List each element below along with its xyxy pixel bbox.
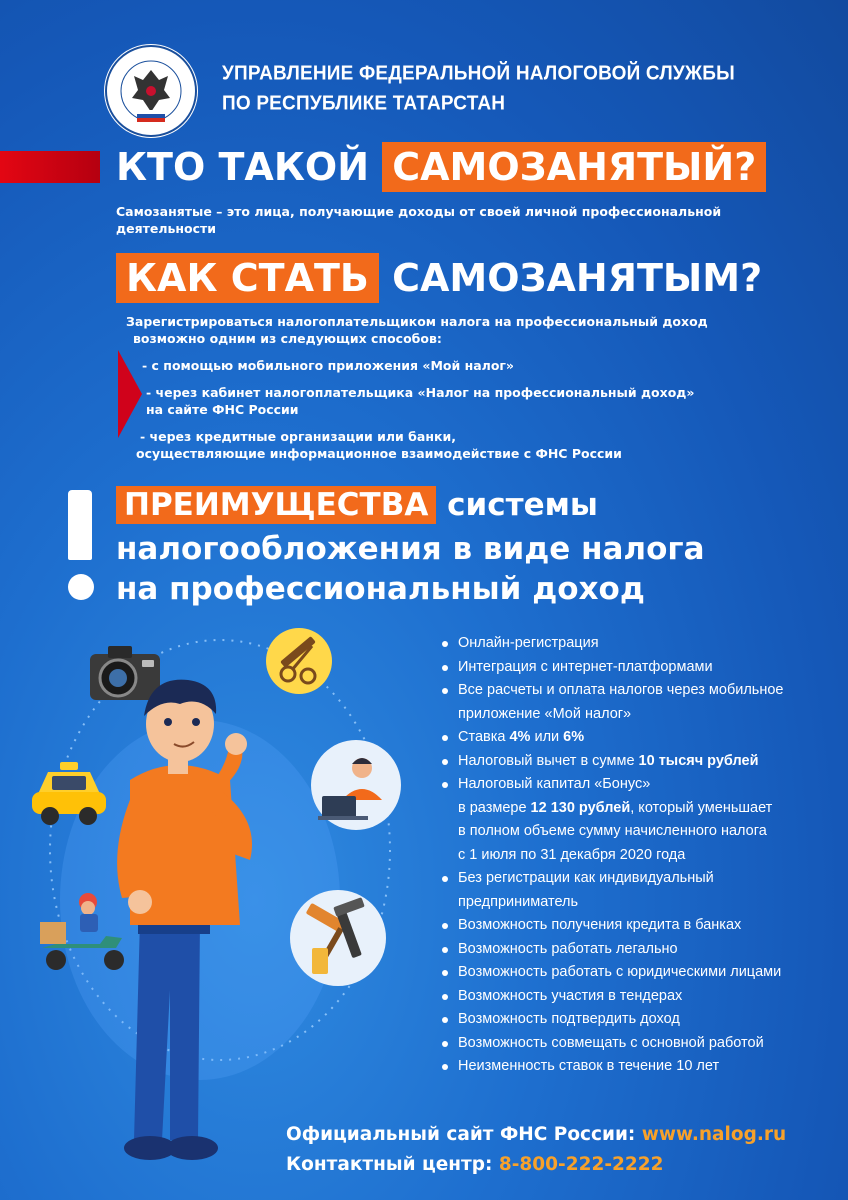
repair-tools-icon	[288, 886, 388, 990]
bonus-suffix: , который уменьшает	[630, 799, 773, 816]
who-definition	[116, 203, 816, 237]
benefit-item-continued: приложение «Мой налог»	[458, 705, 632, 722]
way-cabinet-line1: - через кабинет налогоплательщика «Налог на профессиональный доход»	[146, 385, 695, 400]
way-banks	[136, 428, 622, 462]
benefit-item: Онлайн-регистрация	[440, 632, 840, 656]
bonus-line4: с 1 июля по 31 декабря 2020 года	[458, 846, 686, 863]
benefit-item: Возможность получения кредита в банках	[440, 914, 840, 938]
who-definition-line1: Самозанятые – это лица, получающие доходы от своей личной профессиональной	[116, 204, 722, 219]
who-definition-line2: деятельности	[116, 221, 217, 236]
org-name-line1: УПРАВЛЕНИЕ ФЕДЕРАЛЬНОЙ НАЛОГОВОЙ СЛУЖБЫ	[222, 62, 735, 85]
benefit-item: Все расчеты и оплата налогов через мобильное	[440, 679, 840, 703]
how-intro-line1: Зарегистрироваться налогоплательщиком налога на профессиональный доход	[126, 314, 708, 329]
fns-emblem-graphic	[104, 44, 198, 138]
taxi-icon	[28, 758, 110, 834]
benefit-item-bonus: Налоговый капитал «Бонус»	[440, 773, 840, 797]
benefit-item: Возможность совмещать с основной работой	[440, 1032, 840, 1056]
way-banks-line2: осуществляющие информационное взаимодействие с ФНС России	[136, 446, 622, 461]
rate-separator: или	[530, 729, 564, 745]
benefit-item: Возможность подтвердить доход	[440, 1008, 840, 1032]
deduction-prefix: Налоговый вычет в сумме	[458, 752, 639, 769]
benefit-item-deduction	[440, 750, 840, 774]
way-app	[142, 357, 514, 374]
benefit-item-continued: предприниматель	[458, 893, 579, 910]
laptop-worker-icon	[308, 738, 404, 832]
benefit-item: Возможность участия в тендерах	[440, 985, 840, 1009]
exclamation-icon	[68, 490, 92, 560]
footer-site-link[interactable]: www.nalog.ru	[641, 1124, 787, 1145]
footer-site	[286, 1120, 786, 1150]
way-banks-line1: - через кредитные организации или банки,	[140, 429, 456, 444]
rate-prefix: Ставка	[458, 729, 510, 745]
who-title-text: КТО ТАКОЙ	[116, 145, 370, 189]
man-illustration	[100, 670, 300, 1170]
how-title-text: САМОЗАНЯТЫМ?	[392, 256, 763, 300]
how-intro-line2: возможно одним из следующих способов:	[133, 331, 442, 346]
footer-site-label: Официальный сайт ФНС России:	[286, 1124, 642, 1145]
deduction-amount: 10 тысяч рублей	[638, 752, 759, 769]
way-cabinet	[146, 384, 694, 418]
way-app-text: - с помощью мобильного приложения «Мой налог»	[142, 358, 515, 373]
bonus-prefix: в размере	[458, 799, 531, 816]
footer-contact	[286, 1150, 664, 1180]
who-title	[116, 142, 766, 192]
way-cabinet-line2: на сайте ФНС России	[146, 402, 299, 417]
red-arrow-marker	[118, 350, 142, 438]
benefits-heading-line1	[116, 486, 598, 524]
how-ways	[126, 313, 708, 347]
footer-contact-label: Контактный центр:	[286, 1154, 499, 1175]
benefit-item: Неизменность ставок в течение 10 лет	[440, 1055, 840, 1079]
benefits-heading-line2: налогообложения в виде налога	[116, 531, 705, 567]
benefit-item-rate	[440, 726, 840, 750]
benefit-item: Без регистрации как индивидуальный	[440, 867, 840, 891]
bonus-amount: 12 130 рублей	[530, 799, 631, 816]
benefit-item: Интеграция с интернет-платформами	[440, 656, 840, 680]
red-accent-bar	[0, 151, 100, 183]
benefit-item: Возможность работать с юридическими лицами	[440, 961, 840, 985]
benefits-heading-highlight: ПРЕИМУЩЕСТВА	[116, 486, 436, 524]
how-title	[116, 253, 762, 303]
rate-value-1: 4%	[509, 729, 531, 745]
benefit-item: Возможность работать легально	[440, 938, 840, 962]
org-name-line2: ПО РЕСПУБЛИКЕ ТАТАРСТАН	[222, 92, 506, 115]
benefits-heading-line3: на профессиональный доход	[116, 571, 645, 607]
bonus-line3: в полном объеме сумму начисленного налога	[458, 823, 767, 839]
benefits-list	[440, 632, 840, 1079]
bonus-amount-line	[440, 797, 840, 821]
who-title-highlight: САМОЗАНЯТЫЙ?	[382, 142, 766, 192]
rate-value-2: 6%	[563, 729, 585, 745]
exclamation-dot	[68, 574, 94, 600]
fns-emblem	[104, 44, 198, 138]
footer-phone-link[interactable]: 8-800-222-2222	[498, 1154, 664, 1175]
how-title-highlight: КАК СТАТЬ	[116, 253, 379, 303]
benefits-heading-rest: системы	[447, 487, 598, 523]
